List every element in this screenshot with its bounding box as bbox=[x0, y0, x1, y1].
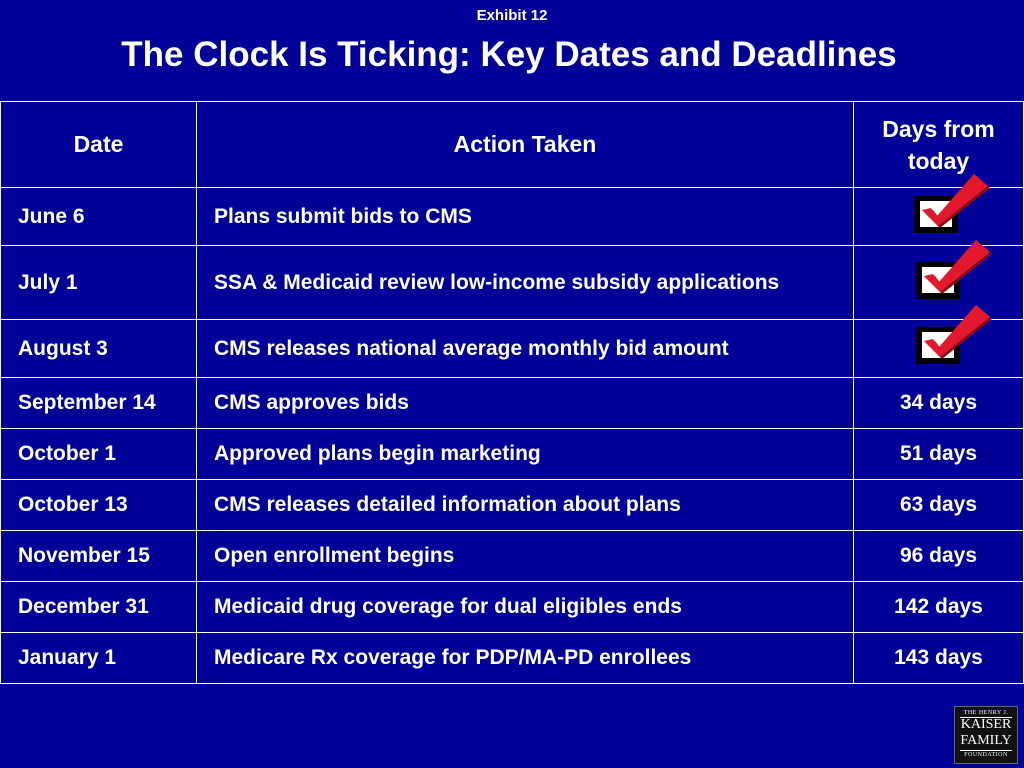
date-cell: June 6 bbox=[1, 188, 197, 246]
days-cell: 96 days bbox=[854, 531, 1024, 582]
logo-line-4: FOUNDATION bbox=[964, 752, 1008, 758]
action-cell: Medicare Rx coverage for PDP/MA-PD enrollees bbox=[197, 633, 854, 684]
date-cell: July 1 bbox=[1, 246, 197, 320]
table-row bbox=[1, 633, 1024, 684]
action-cell: Open enrollment begins bbox=[197, 531, 854, 582]
logo-line-3: FAMILY bbox=[960, 733, 1012, 748]
days-cell: 51 days bbox=[854, 429, 1024, 480]
action-cell: CMS releases national average monthly bid amount bbox=[197, 320, 854, 378]
logo-line-2: KAISER bbox=[960, 717, 1012, 732]
date-cell: September 14 bbox=[1, 378, 197, 429]
days-cell: 34 days bbox=[854, 378, 1024, 429]
logo-divider bbox=[960, 750, 1012, 751]
date-cell: August 3 bbox=[1, 320, 197, 378]
table-row bbox=[1, 582, 1024, 633]
action-cell: SSA & Medicaid review low-income subsidy applications bbox=[197, 246, 854, 320]
column-header-action: Action Taken bbox=[197, 102, 854, 188]
action-cell: CMS approves bids bbox=[197, 378, 854, 429]
checkmark-icon bbox=[910, 170, 992, 236]
days-cell: 63 days bbox=[854, 480, 1024, 531]
date-cell: January 1 bbox=[1, 633, 197, 684]
table-row bbox=[1, 246, 1024, 320]
days-cell: 142 days bbox=[854, 582, 1024, 633]
date-cell: October 1 bbox=[1, 429, 197, 480]
column-header-date: Date bbox=[1, 102, 197, 188]
exhibit-label: Exhibit 12 bbox=[476, 7, 548, 24]
table-row bbox=[1, 531, 1024, 582]
table-header-row bbox=[1, 102, 1024, 188]
kaiser-family-foundation-logo bbox=[954, 706, 1018, 764]
action-cell: CMS releases detailed information about plans bbox=[197, 480, 854, 531]
table-row bbox=[1, 429, 1024, 480]
checkmark-icon bbox=[912, 236, 994, 302]
table-row bbox=[1, 480, 1024, 531]
column-header-days-label: Days from today bbox=[882, 115, 995, 174]
page-title: The Clock Is Ticking: Key Dates and Deadlines bbox=[121, 35, 897, 74]
action-cell: Approved plans begin marketing bbox=[197, 429, 854, 480]
days-cell: 143 days bbox=[854, 633, 1024, 684]
logo-line-1: THE HENRY J. bbox=[963, 710, 1009, 716]
action-cell: Medicaid drug coverage for dual eligibles ends bbox=[197, 582, 854, 633]
date-cell: October 13 bbox=[1, 480, 197, 531]
deadlines-table bbox=[0, 101, 1024, 684]
checkmark-icon bbox=[912, 301, 994, 367]
table-row bbox=[1, 188, 1024, 246]
date-cell: December 31 bbox=[1, 582, 197, 633]
date-cell: November 15 bbox=[1, 531, 197, 582]
table-row bbox=[1, 378, 1024, 429]
action-cell: Plans submit bids to CMS bbox=[197, 188, 854, 246]
table-row bbox=[1, 320, 1024, 378]
